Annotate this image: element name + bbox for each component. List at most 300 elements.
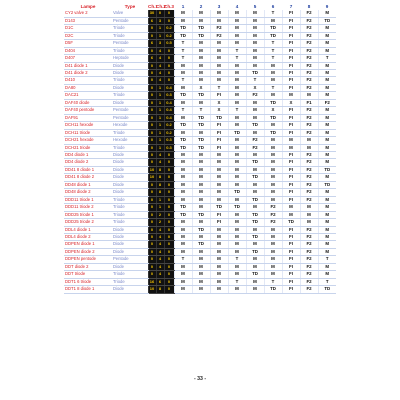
ch2-value: 8 [156, 189, 164, 196]
setting-col-7: M [282, 144, 300, 151]
setting-col-2: M [192, 204, 210, 211]
setting-col-9: M [318, 211, 336, 218]
setting-col-2: M [192, 152, 210, 159]
setting-col-7: FI [282, 189, 300, 196]
setting-col-7: FI [282, 77, 300, 84]
setting-col-1: M [174, 70, 192, 77]
setting-col-6: M [264, 137, 282, 144]
ch3-value: 0 [164, 211, 174, 218]
ch2-value: 8 [156, 181, 164, 188]
ch2-value: 1 [156, 137, 164, 144]
setting-col-5: M [246, 286, 264, 293]
lamp-table-page [64, 4, 336, 294]
setting-col-5: M [246, 32, 264, 39]
setting-col-1: T [174, 47, 192, 54]
header-ch2: Ch.2 [156, 4, 166, 9]
lamp-name: DA80 [64, 84, 112, 91]
setting-col-3: M [210, 286, 228, 293]
table-row [64, 204, 336, 211]
setting-col-1: TD [174, 122, 192, 129]
setting-col-4: M [228, 144, 246, 151]
setting-col-1: TD [174, 32, 192, 39]
setting-col-7: FI [282, 248, 300, 255]
setting-col-7: M [282, 137, 300, 144]
ch1-value: 6 [148, 55, 156, 62]
ch1-value: 0 [148, 152, 156, 159]
setting-col-1: M [174, 234, 192, 241]
lamp-type: Diode [112, 241, 148, 248]
setting-col-3: T [210, 84, 228, 91]
setting-col-1: TD [174, 25, 192, 32]
setting-col-4: T [228, 55, 246, 62]
ch2-value: 4 [156, 271, 164, 278]
setting-col-8: F2 [300, 25, 318, 32]
lamp-name: D41 diode 1 [64, 62, 112, 69]
setting-col-8: F2 [300, 122, 318, 129]
setting-col-3: M [210, 271, 228, 278]
lamp-type: Diode [112, 181, 148, 188]
setting-col-3: M [210, 47, 228, 54]
ch3-value: 0 [164, 234, 174, 241]
lamp-type: Diode [112, 84, 148, 91]
lamp-name: DDPEN diode 1 [64, 241, 112, 248]
table-row [64, 263, 336, 270]
setting-col-6: T [264, 55, 282, 62]
setting-col-8: F2 [300, 159, 318, 166]
lamp-type: Diode [112, 174, 148, 181]
setting-col-2: M [192, 47, 210, 54]
setting-col-8: F2 [300, 152, 318, 159]
lamp-name: DDPEN diode 2 [64, 248, 112, 255]
setting-col-3: FI [210, 122, 228, 129]
lamp-type: Pentode [112, 256, 148, 263]
setting-col-6: T [264, 10, 282, 17]
setting-col-3: FI [210, 211, 228, 218]
setting-col-4: M [228, 248, 246, 255]
setting-col-9: M [318, 234, 336, 241]
setting-col-7: FI [282, 47, 300, 54]
lamp-type: Triode [112, 144, 148, 151]
setting-col-1: M [174, 17, 192, 24]
ch1-value: 0 [148, 219, 156, 226]
setting-col-3: M [210, 241, 228, 248]
setting-col-9: M [318, 226, 336, 233]
ch1-value: 0 [148, 92, 156, 99]
setting-col-6: M [264, 196, 282, 203]
ch1-value: 0 [148, 196, 156, 203]
ch3-value: 0 [164, 70, 174, 77]
setting-col-8: M [300, 204, 318, 211]
setting-col-9: M [318, 77, 336, 84]
setting-col-6: T [264, 84, 282, 91]
lamp-name: D2C [64, 32, 112, 39]
lamp-name: DAC21 [64, 92, 112, 99]
setting-col-9: M [318, 114, 336, 121]
ch1-value: 6 [148, 17, 156, 24]
ch1-value: 10 [149, 286, 155, 292]
setting-col-3: M [210, 159, 228, 166]
lamp-type: Triode [112, 196, 148, 203]
table-row [64, 32, 336, 39]
header-col-1: 1 [181, 4, 185, 9]
setting-col-6: TD [264, 25, 282, 32]
table-row [64, 181, 336, 188]
setting-col-3: M [210, 77, 228, 84]
ch1-value: 0 [148, 226, 156, 233]
ch3-value: 0 [164, 219, 174, 226]
setting-col-9: M [318, 196, 336, 203]
setting-col-7: FI [282, 278, 300, 285]
table-row [64, 226, 336, 233]
ch1-value: 10 [149, 174, 155, 180]
setting-col-1: M [174, 271, 192, 278]
ch2-value: 4 [156, 226, 164, 233]
setting-col-4: T [228, 47, 246, 54]
setting-col-7: FI [282, 70, 300, 77]
setting-col-6: M [264, 256, 282, 263]
setting-col-7: TD [282, 219, 300, 226]
setting-col-9: M [318, 122, 336, 129]
lamp-type: Triode [112, 47, 148, 54]
lamp-name: DCH11 triode [64, 129, 112, 136]
setting-col-4: T [228, 107, 246, 114]
setting-col-7: FI [282, 152, 300, 159]
table-row [64, 17, 336, 24]
setting-col-5: M [246, 107, 264, 114]
setting-col-5: X [246, 84, 264, 91]
setting-col-7: FI [282, 174, 300, 181]
setting-col-5: TD [246, 70, 264, 77]
ch1-value: 0 [148, 159, 156, 166]
table-row [64, 114, 336, 121]
setting-col-3: M [210, 196, 228, 203]
setting-col-8: F2 [300, 226, 318, 233]
setting-col-6: TD [264, 32, 282, 39]
setting-col-7: FI [282, 107, 300, 114]
setting-col-5: T [246, 77, 264, 84]
setting-col-8: F2 [300, 47, 318, 54]
setting-col-3: FI [210, 137, 228, 144]
setting-col-2: M [192, 166, 210, 173]
lamp-type: Triode [112, 77, 148, 84]
setting-col-7: FI [282, 159, 300, 166]
lamp-name: DDT1 8 diode 1 [64, 286, 112, 293]
setting-col-2: M [192, 286, 210, 293]
setting-col-4: M [228, 114, 246, 121]
setting-col-2: TD [192, 211, 210, 218]
ch2-value: 4 [156, 62, 164, 69]
setting-col-6: TD [264, 114, 282, 121]
ch2-value: 8 [156, 166, 164, 173]
setting-col-6: M [264, 166, 282, 173]
table-row [64, 99, 336, 106]
ch1-value: 0 [148, 47, 156, 54]
ch3-value: 0.2 [164, 32, 174, 39]
setting-col-4: TD [228, 204, 246, 211]
lamp-name: DAF40 pentode [64, 107, 112, 114]
setting-col-6: T [264, 47, 282, 54]
setting-col-4: M [228, 174, 246, 181]
setting-col-3: M [210, 166, 228, 173]
ch3-value: 0 [164, 263, 174, 270]
setting-col-4: M [228, 166, 246, 173]
setting-col-9: M [318, 159, 336, 166]
header-ch3: Ch.3 [164, 4, 174, 9]
setting-col-4: M [228, 137, 246, 144]
lamp-name: DDT triode [64, 271, 112, 278]
lamp-name: D41 diode 2 [64, 70, 112, 77]
header-type: Type [124, 4, 136, 9]
setting-col-3: X [210, 99, 228, 106]
header-col-8: 8 [307, 4, 311, 9]
setting-col-3: TD [210, 114, 228, 121]
lamp-name: DDD25 triode 2 [64, 219, 112, 226]
setting-col-5: M [246, 278, 264, 285]
lamp-name: DAF91 [64, 114, 112, 121]
lamp-type: Hexode [112, 137, 148, 144]
setting-col-1: M [174, 226, 192, 233]
ch2-value: 4 [156, 47, 164, 54]
setting-col-6: T [264, 278, 282, 285]
setting-col-4: M [228, 263, 246, 270]
ch2-value: 4 [156, 241, 164, 248]
table-row [64, 174, 336, 181]
setting-col-8: F2 [300, 174, 318, 181]
setting-col-2: M [192, 174, 210, 181]
setting-col-9: T [318, 278, 336, 285]
ch3-value: 0.3 [164, 92, 174, 99]
lamp-type: Heptode [112, 55, 148, 62]
lamp-type: Pentode [112, 107, 148, 114]
setting-col-5: M [246, 189, 264, 196]
lamp-type: Diode [112, 159, 148, 166]
setting-col-1: M [174, 174, 192, 181]
ch1-value: 0 [148, 271, 156, 278]
setting-col-4: M [228, 226, 246, 233]
setting-col-9: M [318, 47, 336, 54]
setting-col-3: X [210, 107, 228, 114]
ch3-value: 0.2 [164, 122, 174, 129]
setting-col-1: M [174, 84, 192, 91]
setting-col-3: FI [210, 129, 228, 136]
header-col-5: 5 [253, 4, 257, 9]
table-row [64, 40, 336, 47]
lamp-type: Pentode [112, 40, 148, 47]
setting-col-1: T [174, 77, 192, 84]
setting-col-9: M [318, 10, 336, 17]
setting-col-4: M [228, 152, 246, 159]
ch1-value: 0 [148, 99, 156, 106]
setting-col-8: F2 [300, 263, 318, 270]
setting-col-1: M [174, 114, 192, 121]
ch3-value: 0 [164, 189, 174, 196]
ch1-value: 0 [148, 137, 156, 144]
setting-col-1: M [174, 196, 192, 203]
setting-col-4: M [228, 32, 246, 39]
ch2-value: 2 [156, 219, 164, 226]
table-row [64, 241, 336, 248]
ch2-value: 1 [156, 129, 164, 136]
setting-col-9: M [318, 204, 336, 211]
table-row [64, 271, 336, 278]
ch3-value: 0 [164, 248, 174, 255]
ch2-value: 1 [156, 114, 164, 121]
setting-col-5: F2 [246, 144, 264, 151]
table-row [64, 286, 336, 293]
ch1-value: 0 [148, 77, 156, 84]
setting-col-5: M [246, 226, 264, 233]
setting-col-8: F2 [300, 278, 318, 285]
setting-col-9: M [318, 107, 336, 114]
setting-col-8: F2 [300, 70, 318, 77]
ch1-value: 0 [148, 241, 156, 248]
header-ch1: Ch.1 [148, 4, 158, 9]
lamp-name: D1C [64, 25, 112, 32]
setting-col-2: M [192, 219, 210, 226]
ch1-value: 0 [148, 32, 156, 39]
lamp-type: Triode [112, 32, 148, 39]
setting-col-9: M [318, 189, 336, 196]
setting-col-3: M [210, 55, 228, 62]
setting-col-2: M [192, 189, 210, 196]
ch3-value: 0.4 [164, 107, 174, 114]
ch3-value: 0.4 [164, 84, 174, 91]
setting-col-1: TD [174, 204, 192, 211]
setting-col-8: M [300, 144, 318, 151]
setting-col-2: M [192, 70, 210, 77]
setting-col-4: M [228, 196, 246, 203]
setting-col-6: M [264, 189, 282, 196]
setting-col-2: M [192, 99, 210, 106]
setting-col-9: M [318, 137, 336, 144]
setting-col-7: FI [282, 114, 300, 121]
lamp-type: Triode [112, 278, 148, 285]
ch3-value: 0 [164, 181, 174, 188]
setting-col-2: M [192, 234, 210, 241]
ch3-value: 0 [164, 174, 174, 181]
setting-col-4: M [228, 25, 246, 32]
ch2-value: 4 [156, 159, 164, 166]
setting-col-7: FI [282, 166, 300, 173]
setting-col-8: F2 [300, 234, 318, 241]
setting-col-7: M [282, 204, 300, 211]
table-row [64, 122, 336, 129]
setting-col-8: F2 [300, 189, 318, 196]
lamp-type: Diode [112, 189, 148, 196]
setting-col-8: F2 [300, 107, 318, 114]
lamp-name: DCH21 triode [64, 144, 112, 151]
ch1-value: 0 [148, 62, 156, 69]
setting-col-1: T [174, 40, 192, 47]
ch3-value: 0 [164, 47, 174, 54]
table-row [64, 196, 336, 203]
setting-col-6: TD [264, 99, 282, 106]
setting-col-8: F2 [300, 271, 318, 278]
setting-col-1: TD [174, 211, 192, 218]
setting-col-3: M [210, 70, 228, 77]
setting-col-2: M [192, 248, 210, 255]
setting-col-2: TD [192, 226, 210, 233]
setting-col-9: M [318, 152, 336, 159]
setting-col-5: M [246, 25, 264, 32]
ch1-value: 0 [148, 84, 156, 91]
setting-col-2: TD [192, 114, 210, 121]
setting-col-7: FI [282, 40, 300, 47]
table-row [64, 211, 336, 218]
setting-col-9: M [318, 219, 336, 226]
lamp-name: DD4 diode 2 [64, 159, 112, 166]
setting-col-7: FI [282, 25, 300, 32]
lamp-type: Diode [112, 152, 148, 159]
setting-col-5: M [246, 263, 264, 270]
ch1-value: 10 [149, 166, 155, 172]
table-row [64, 219, 336, 226]
setting-col-4: M [228, 122, 246, 129]
setting-col-3: M [210, 278, 228, 285]
setting-col-2: TD [192, 25, 210, 32]
setting-col-2: M [192, 256, 210, 263]
setting-col-3: M [210, 10, 228, 17]
setting-col-7: M [282, 92, 300, 99]
setting-col-6: M [264, 152, 282, 159]
setting-col-2: M [192, 77, 210, 84]
lamp-type: Diode [112, 166, 148, 173]
setting-col-6: M [264, 174, 282, 181]
lamp-name: DD48 diode 1 [64, 181, 112, 188]
setting-col-5: M [246, 17, 264, 24]
setting-col-5: M [246, 99, 264, 106]
setting-col-4: M [228, 17, 246, 24]
page-number: - 33 - [193, 376, 207, 382]
lamp-type: Diode [112, 234, 148, 241]
setting-col-6: M [264, 92, 282, 99]
setting-col-5: TD [246, 219, 264, 226]
lamp-name: DDD11 triode 2 [64, 204, 112, 211]
setting-col-8: F2 [300, 256, 318, 263]
setting-col-9: M [318, 32, 336, 39]
setting-col-2: M [192, 10, 210, 17]
setting-col-2: M [192, 271, 210, 278]
setting-col-5: TD [246, 211, 264, 218]
setting-col-5: TD [246, 196, 264, 203]
setting-col-2: TD [192, 122, 210, 129]
table-row [64, 47, 336, 54]
setting-col-2: TD [192, 241, 210, 248]
setting-col-8: F2 [300, 286, 318, 293]
lamp-type: Diode [112, 263, 148, 270]
table-row [64, 92, 336, 99]
lamp-type: Triode [112, 211, 148, 218]
setting-col-8: F2 [300, 32, 318, 39]
setting-col-8: F2 [300, 17, 318, 24]
ch2-value: 2 [156, 211, 164, 218]
lamp-name: DD48 diode 2 [64, 189, 112, 196]
setting-col-7: X [282, 99, 300, 106]
setting-col-7: FI [282, 17, 300, 24]
setting-col-3: FI [210, 92, 228, 99]
setting-col-7: M [282, 211, 300, 218]
ch2-value: 4 [156, 248, 164, 255]
ch2-value: 1 [156, 99, 164, 106]
setting-col-2: M [192, 263, 210, 270]
setting-col-4: M [228, 211, 246, 218]
setting-col-3: M [210, 174, 228, 181]
header-col-7: 7 [289, 4, 293, 9]
setting-col-6: M [264, 234, 282, 241]
ch3-value: 0 [164, 166, 174, 173]
ch3-value: 0 [164, 17, 174, 24]
setting-col-1: M [174, 219, 192, 226]
